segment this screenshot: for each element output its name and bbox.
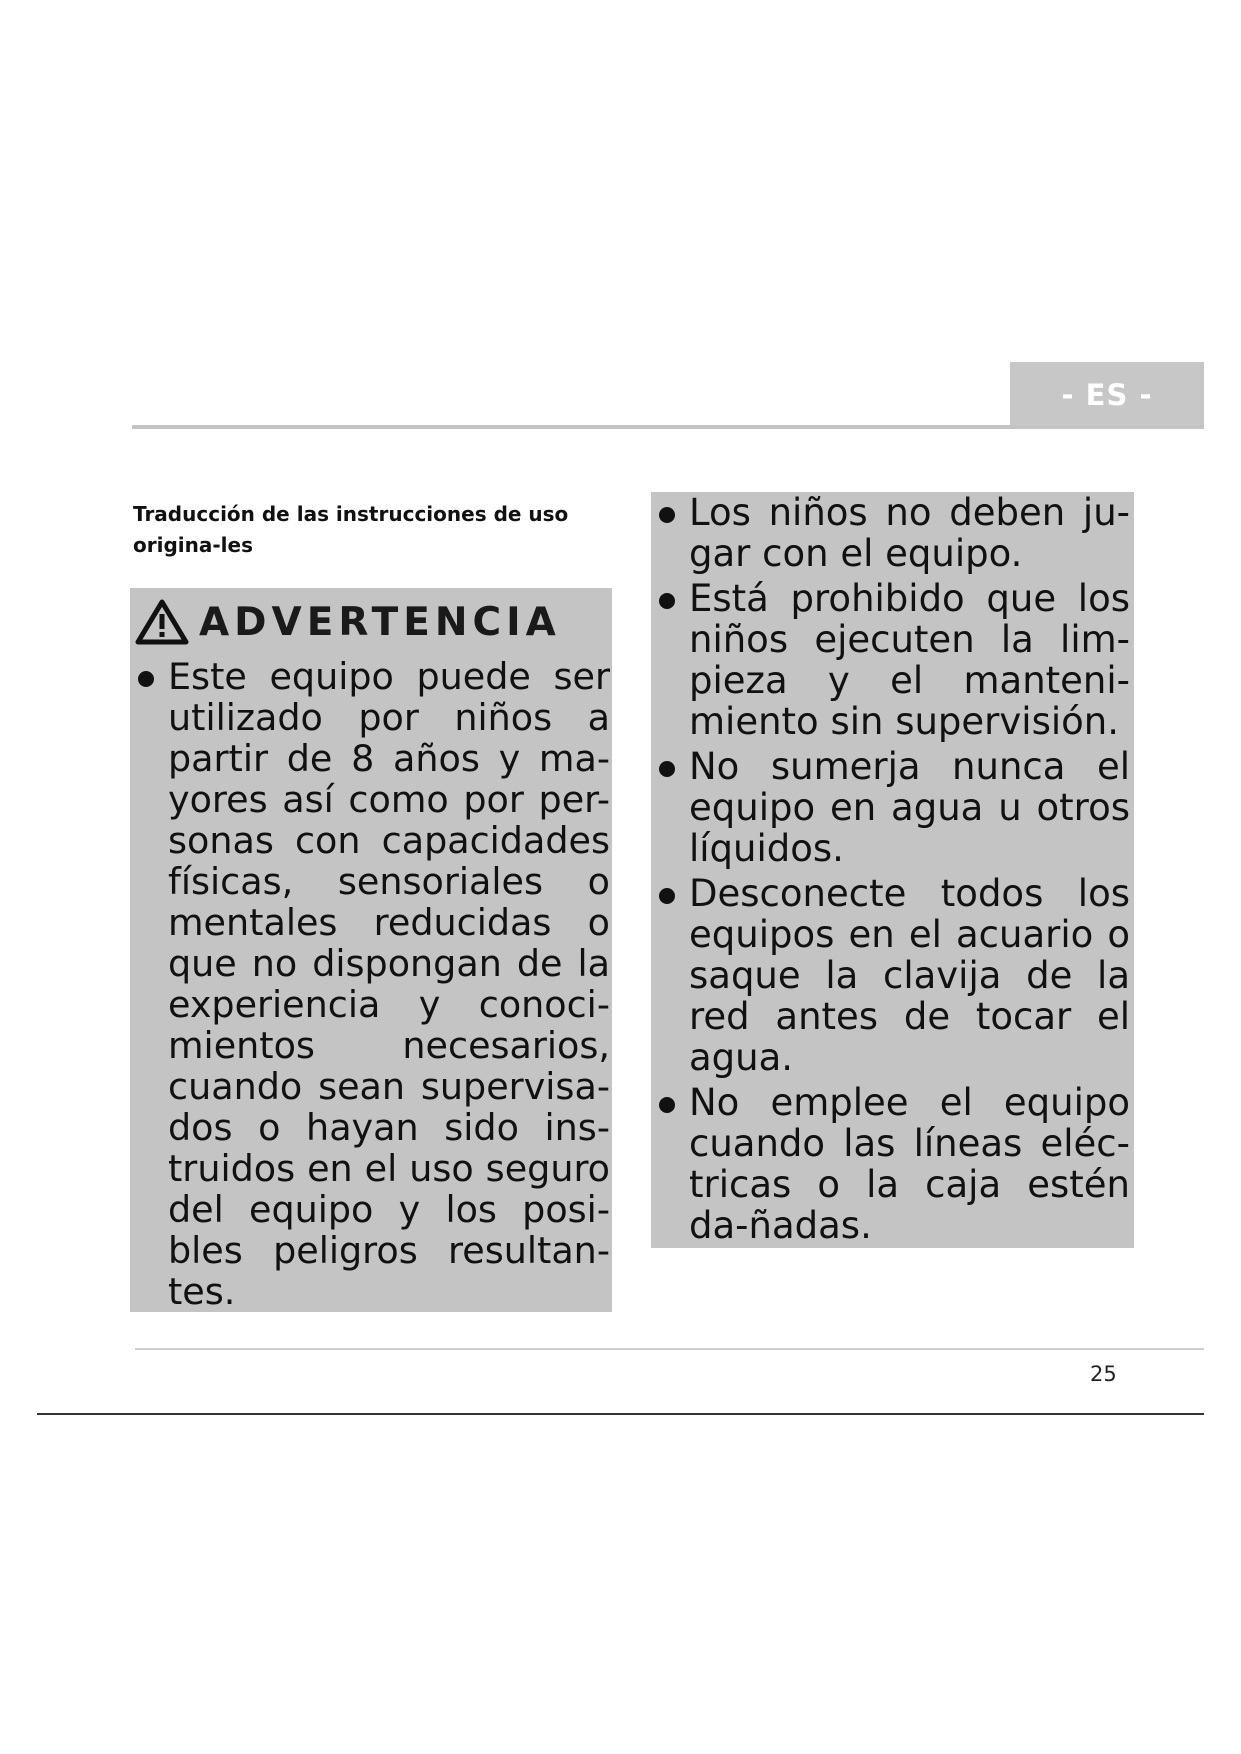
list-item: No sumerja nunca el equipo en agua u otros líquidos. — [656, 746, 1130, 869]
warning-triangle-icon — [135, 599, 189, 645]
language-tab: - ES - — [1010, 362, 1204, 428]
list-item: Está prohibido que los niños ejecuten la lim-pieza y el manteni-miento sin supervisión. — [656, 578, 1130, 742]
list-item: Desconecte todos los equipos en el acuario o saque la clavija de la red antes de tocar el agua. — [656, 873, 1130, 1078]
warning-list-right — [656, 492, 1130, 1246]
document-subtitle: Traducción de las instrucciones de uso origina-les — [133, 502, 569, 557]
warning-list-left — [135, 656, 610, 1312]
list-item: Los niños no deben ju-gar con el equipo. — [656, 492, 1130, 574]
warning-box-left — [130, 588, 612, 1312]
warning-heading — [135, 588, 610, 656]
list-item: Este equipo puede ser utilizado por niños a partir de 8 años y ma-yores así como por per-sonas con capacidades físicas, sensoriales o mentales reducidas o que no dispongan de la experiencia y conoci-mientos necesarios, cuando sean supervisa-dos o hayan sido ins-truidos en el uso seguro del equipo y los posi-bles peligros resultan-tes. — [135, 656, 610, 1312]
footer-divider — [135, 1348, 1204, 1350]
page-number: 25 — [1090, 1362, 1117, 1386]
header-divider — [132, 425, 1204, 429]
warning-title: ADVERTENCIA — [199, 599, 561, 645]
bottom-divider — [37, 1413, 1204, 1415]
warning-box-right — [651, 492, 1134, 1248]
list-item: No emplee el equipo cuando las líneas eléc-tricas o la caja estén da-ñadas. — [656, 1082, 1130, 1246]
